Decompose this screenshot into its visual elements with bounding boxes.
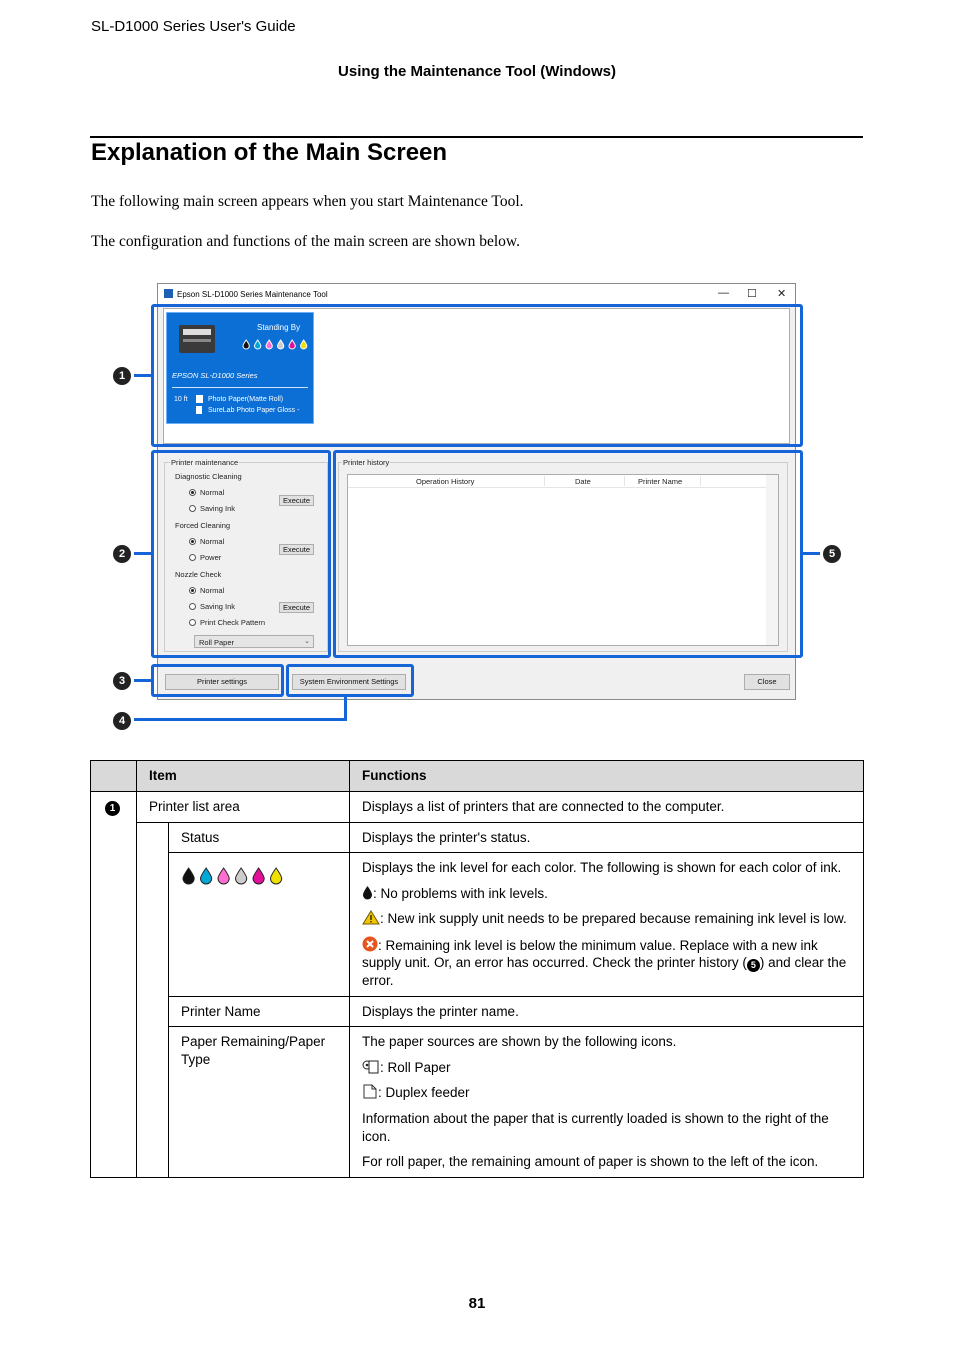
func-ink-ok: : No problems with ink levels. xyxy=(373,885,548,901)
nozzle-pattern-label: Print Check Pattern xyxy=(200,618,266,627)
callout-4: 4 xyxy=(113,712,131,730)
heading-rule xyxy=(90,136,863,138)
ink-drops-icon xyxy=(181,867,291,887)
ink-drop-4 xyxy=(236,868,247,884)
table-header-row xyxy=(91,761,864,792)
ink-drop-1 xyxy=(183,868,194,884)
config-paragraph: The configuration and functions of the main screen are shown below. xyxy=(91,233,520,250)
callout-frame-5 xyxy=(333,450,803,658)
diagnostic-cleaning-label: Diagnostic Cleaning xyxy=(175,472,242,481)
callout-5: 5 xyxy=(823,545,841,563)
nozzle-saving-label: Saving Ink xyxy=(200,602,236,611)
item-paper-remaining: Paper Remaining/Paper Type xyxy=(169,1027,350,1177)
header-item: Item xyxy=(137,761,350,792)
intro-paragraph: The following main screen appears when you start Maintenance Tool. xyxy=(91,193,524,210)
callout-frame-3 xyxy=(151,664,284,697)
printer-name: EPSON SL-D1000 Series xyxy=(172,371,258,380)
func-paper-duplex: : Duplex feeder xyxy=(378,1085,470,1101)
maximize-button[interactable]: ☐ xyxy=(747,288,757,300)
history-group-title: Printer history xyxy=(343,458,390,467)
system-environment-settings-button[interactable]: System Environment Settings xyxy=(292,674,406,690)
chevron-down-icon: ⌄ xyxy=(304,638,310,645)
callout-frame-2 xyxy=(151,450,331,658)
func-paper-roll: : Roll Paper xyxy=(380,1059,451,1075)
error-icon xyxy=(362,936,378,952)
ink-drop-3 xyxy=(218,868,229,884)
nozzle-check-label: Nozzle Check xyxy=(175,570,222,579)
diagnostic-saving-label: Saving Ink xyxy=(200,504,236,513)
window-titlebar xyxy=(158,284,795,304)
diagnostic-normal-label: Normal xyxy=(200,488,225,497)
forced-normal-label: Normal xyxy=(200,537,225,546)
item-printer-name: Printer Name xyxy=(169,996,350,1027)
duplex-paper-type: SureLab Photo Paper Gloss - xyxy=(208,407,300,414)
page-heading: Explanation of the Main Screen xyxy=(91,139,448,166)
history-ref-number: 5 xyxy=(747,959,760,972)
table-row xyxy=(91,996,864,1027)
window-title: Epson SL-D1000 Series Maintenance Tool xyxy=(177,290,328,299)
diagnostic-execute-button[interactable]: Execute xyxy=(279,495,314,506)
func-ink-warn: : New ink supply unit needs to be prepared because remaining ink level is low. xyxy=(380,911,847,927)
ink-drop-icon xyxy=(362,885,373,900)
func-printer-list-area: Displays a list of printers that are connected to the computer. xyxy=(350,792,864,823)
column-printer-name[interactable]: Printer Name xyxy=(638,477,683,486)
forced-power-label: Power xyxy=(200,553,222,562)
paper-type-select-value: Roll Paper xyxy=(199,638,235,647)
func-paper-roll-note: For roll paper, the remaining amount of paper is shown to the left of the icon. xyxy=(362,1154,819,1170)
ink-drop-2 xyxy=(201,868,212,884)
func-ink-error-b: ) and clear the error. xyxy=(362,955,847,989)
roll-paper-type: Photo Paper(Matte Roll) xyxy=(208,396,284,403)
func-printer-name: Displays the printer name. xyxy=(350,996,864,1027)
func-ink-error-a: : Remaining ink level is below the minimum value. Replace with a new ink supply unit. Or, an error has occurred. Check the printer history ( xyxy=(362,937,818,971)
guide-title: SL-D1000 Series User's Guide xyxy=(91,18,296,35)
table-row xyxy=(91,853,864,997)
nozzle-execute-button[interactable]: Execute xyxy=(279,602,314,613)
header-functions: Functions xyxy=(350,761,864,792)
close-window-button[interactable]: ✕ xyxy=(777,288,787,300)
item-printer-list-area: Printer list area xyxy=(137,792,350,823)
duplex-feeder-icon xyxy=(362,1084,378,1099)
section-title: Using the Maintenance Tool (Windows) xyxy=(338,63,616,80)
table-row xyxy=(91,822,864,853)
warning-icon xyxy=(362,910,380,925)
func-paper-info: Information about the paper that is currently loaded is shown to the right of the icon. xyxy=(362,1111,829,1144)
column-date[interactable]: Date xyxy=(575,477,591,486)
ink-drop-5 xyxy=(253,868,264,884)
printer-status: Standing By xyxy=(257,323,301,332)
forced-execute-button[interactable]: Execute xyxy=(279,544,314,555)
callout-2: 2 xyxy=(113,545,131,563)
page-number: 81 xyxy=(468,1295,486,1312)
item-status: Status xyxy=(169,822,350,853)
close-button[interactable]: Close xyxy=(744,674,790,690)
callout-frame-4 xyxy=(286,664,414,697)
table-row xyxy=(91,792,864,823)
roll-paper-icon xyxy=(362,1059,380,1074)
forced-cleaning-label: Forced Cleaning xyxy=(175,521,231,530)
printer-settings-button[interactable]: Printer settings xyxy=(165,674,279,690)
paper-remaining: 10 ft xyxy=(174,396,188,403)
ink-drop-6 xyxy=(271,868,282,884)
callout-1: 1 xyxy=(113,367,131,385)
callout-frame-1 xyxy=(151,304,803,447)
table-row xyxy=(91,1027,864,1177)
functions-table xyxy=(90,760,864,1178)
app-icon xyxy=(164,289,173,298)
func-ink-intro: Displays the ink level for each color. The following is shown for each color of ink. xyxy=(362,860,842,876)
callout-3: 3 xyxy=(113,672,131,690)
func-paper-intro: The paper sources are shown by the following icons. xyxy=(362,1034,677,1050)
nozzle-normal-label: Normal xyxy=(200,586,225,595)
item-number-1: 1 xyxy=(105,801,120,816)
maintenance-group-title: Printer maintenance xyxy=(171,458,239,467)
minimize-button[interactable]: — xyxy=(718,287,729,299)
column-operation-history[interactable]: Operation History xyxy=(416,477,475,486)
func-status: Displays the printer's status. xyxy=(350,822,864,853)
